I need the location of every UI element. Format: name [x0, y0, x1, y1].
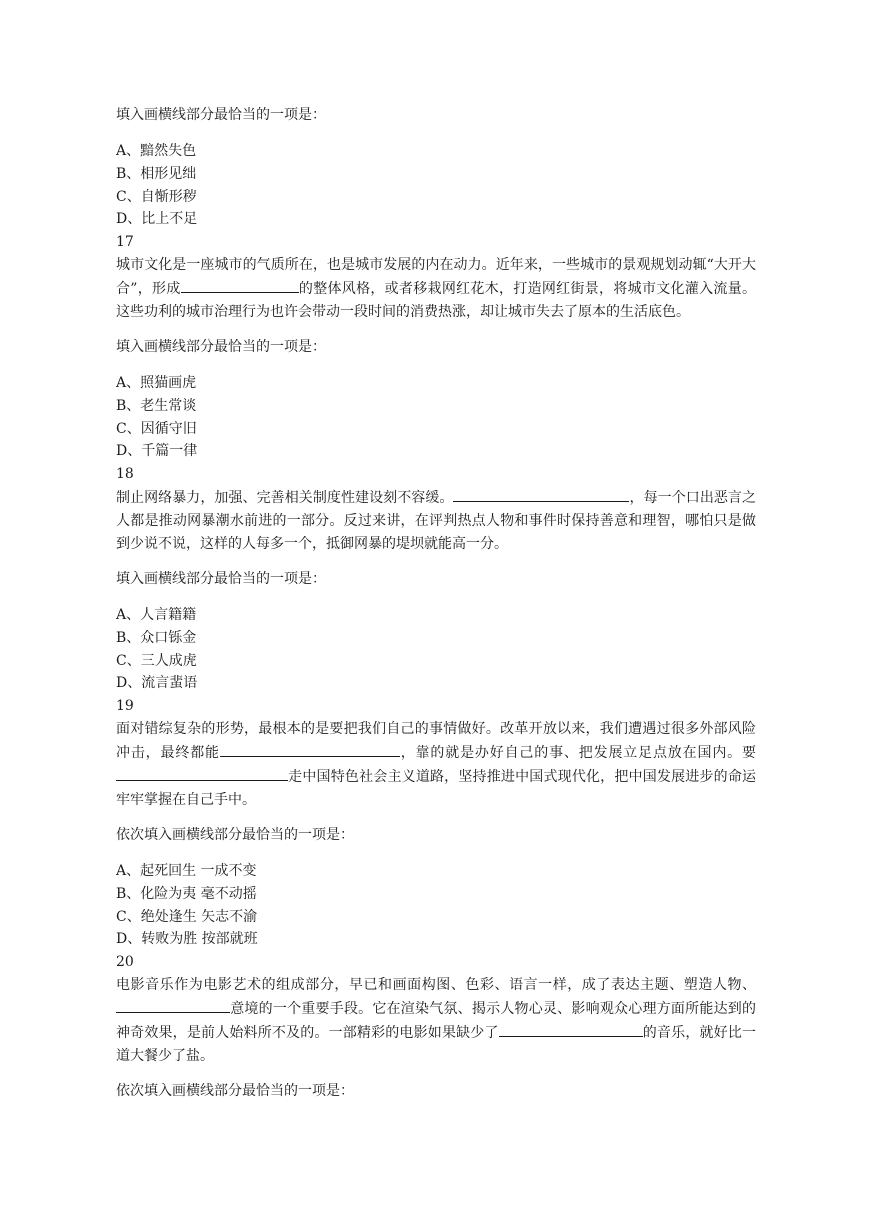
stem-text: 城市文化是一座城市的气质所在，也是城市发展的内在动力。近年来，一些城市的景观规划动辄“大开大合”，形成	[116, 256, 756, 297]
option-b: B、众口铄金	[116, 629, 197, 646]
question-number: 18	[116, 466, 134, 483]
question-prompt: 填入画横线部分最恰当的一项是：	[116, 338, 326, 355]
option-a: A、人言籍籍	[116, 606, 197, 623]
stem-text: 的整体风格，或者移栽网红花木，打造网红街景，将城市文化灌入流量。这些功利的城市治理行为也许会带动一段时间的消费热涨，却让城市失去了原本的生活底色。	[116, 280, 756, 320]
option-a: A、起死回生 一成不变	[116, 862, 257, 879]
stem-text: 面对错综复杂的形势，最根本的是要把我们自己的事情做好。改革开放以来，我们遭遇过很多外部风险冲击，最终都能	[116, 720, 756, 761]
question-number: 20	[116, 954, 134, 971]
option-d: D、流言蜚语	[116, 675, 198, 692]
question-stem	[116, 254, 756, 324]
question-number: 19	[116, 698, 134, 715]
stem-text: 制止网络暴力，加强、完善相关制度性建设刻不容缓。	[116, 489, 454, 506]
stem-text: 电影音乐作为电影艺术的组成部分，早已和画面构图、色彩、语言一样，成了表达主题、塑造人物、	[116, 976, 756, 993]
question-prompt: 依次填入画横线部分最恰当的一项是：	[116, 1082, 354, 1099]
question-stem	[116, 974, 756, 1068]
question-stem	[116, 486, 756, 556]
question-prompt: 填入画横线部分最恰当的一项是：	[116, 107, 326, 123]
option-a: A、照猫画虎	[116, 374, 197, 391]
question-prompt: 填入画横线部分最恰当的一项是：	[116, 570, 326, 587]
option-a: A、黯然失色	[116, 143, 197, 159]
option-c: C、自惭形秽	[116, 188, 197, 205]
fill-blank	[220, 741, 400, 757]
option-b: B、化险为夷 毫不动摇	[116, 885, 257, 902]
question-stem	[116, 718, 756, 812]
stem-text: ，靠的就是办好自己的事、把发展立足点放在国内。要	[399, 744, 757, 761]
option-b: B、老生常谈	[116, 397, 197, 414]
option-d: D、千篇一律	[116, 443, 198, 460]
fill-blank	[116, 765, 288, 781]
stem-text: 走中国特色社会主义道路，坚持推进中国式现代化，把中国发展进步的命运牢牢掌握在自己手中。	[116, 768, 756, 808]
option-c: C、三人成虎	[116, 652, 197, 669]
stem-text: 的音乐，就好比一道大餐少了盐。	[116, 1024, 757, 1064]
option-d: D、转败为胜 按部就班	[116, 931, 258, 948]
option-c: C、因循守旧	[116, 420, 197, 437]
option-b: B、相形见绌	[116, 165, 197, 182]
question-number: 17	[116, 234, 134, 251]
stem-text: 意境的一个重要手段。它在渲染气氛、揭示人物心灵、影响观众心理方面所能达到的神奇效果，是前人始料所不及的。一部精彩的电影如果缺少了	[116, 1000, 756, 1041]
fill-blank	[499, 1021, 643, 1037]
fill-blank	[181, 277, 299, 293]
question-prompt: 依次填入画横线部分最恰当的一项是：	[116, 826, 354, 843]
document-page	[116, 104, 756, 1116]
option-d: D、比上不足	[116, 211, 198, 228]
option-c: C、绝处逢生 矢志不渝	[116, 908, 258, 925]
stem-text: ，每一个口出恶言之人都是推动网暴潮水前进的一部分。反过来讲，在评判热点人物和事件时保持善意和理智，哪怕只是做到少说不说，这样的人每多一个，抵御网暴的堤坝就能高一分。	[116, 489, 756, 552]
fill-blank	[116, 997, 230, 1013]
fill-blank	[453, 486, 629, 502]
